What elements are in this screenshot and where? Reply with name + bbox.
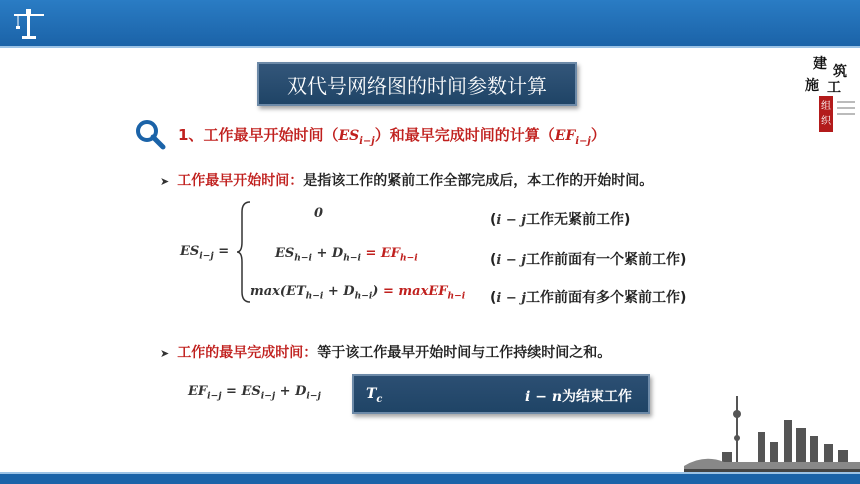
case1-condition: (i − j工作无紧前工作) [490,212,631,228]
top-bar [0,0,860,46]
bottom-bar [0,474,860,484]
city-skyline-icon [684,392,860,474]
formula1-lhs: $ES_{i-j}$ = [180,244,230,262]
end-work-label: i − n为结束工作 [525,389,632,405]
tc-symbol: $T_c$ [366,386,383,405]
svg-text:工: 工 [827,80,841,96]
arrow-bullet-icon: ➤ [160,347,170,360]
magnifier-icon [134,118,166,150]
bullet-earliest-finish: ➤ 工作的最早完成时间：等于该工作最早开始时间与工作持续时间之和。 [160,345,612,361]
case3-expression: $\max(ET_{h-i} + D_{h-i})$ = maxEF$_{h-i}$ [250,284,466,302]
case3-condition: (i − j工作前面有多个紧前工作) [490,290,687,306]
logo [803,52,857,142]
formula2: $EF_{i-j} = ES_{i-j} + D_{i-j}$ [188,384,321,402]
slide-title: 双代号网络图的时间参数计算 [257,62,577,106]
arrow-bullet-icon: ➤ [160,175,170,188]
section-heading: 1、工作最早开始时间$(ES_{i-j})$和最早完成时间的计算$(EF_{i-j})$ [178,126,606,147]
svg-text:建: 建 [813,56,827,72]
top-bar-line [0,46,860,48]
svg-text:施: 施 [805,78,819,94]
svg-text:织: 织 [821,116,831,127]
case1-value: 0 [314,206,324,221]
case2-condition: (i − j工作前面有一个紧前工作) [490,252,687,268]
svg-text:组: 组 [821,101,831,112]
bullet-earliest-start: ➤ 工作最早开始时间：是指该工作的紧前工作全部完成后，本工作的开始时间。 [160,173,654,189]
crane-icon [12,6,46,40]
end-work-box [352,374,650,414]
case2-expression: $ES_{h-i} + D_{h-i} = EF_{h-i}$ [275,246,418,264]
svg-text:筑: 筑 [833,64,847,80]
